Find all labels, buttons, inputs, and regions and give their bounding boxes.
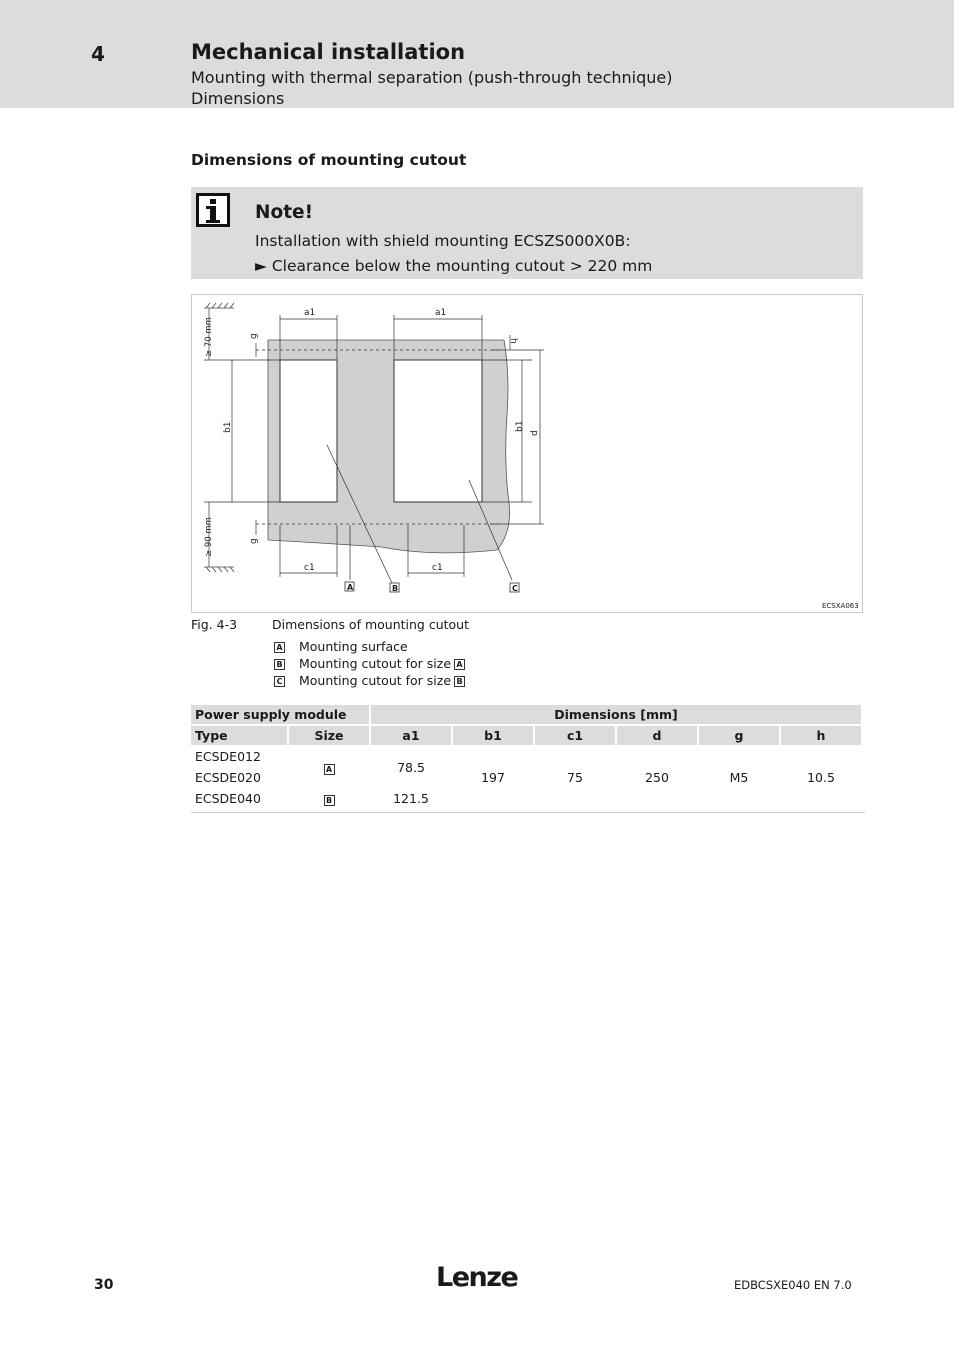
group-header-power-supply: Power supply module — [191, 705, 369, 724]
dim-label-a1: a1 — [304, 308, 316, 318]
info-icon — [196, 193, 230, 227]
figure-caption: Dimensions of mounting cutout — [272, 617, 469, 632]
cell-type: ECSDE020 — [195, 770, 261, 785]
dim-label-g: g — [249, 538, 259, 544]
dim-label-c1: c1 — [432, 563, 443, 573]
note-text: Installation with shield mounting ECSZS000X0B: — [255, 232, 631, 250]
cutout-size-b — [394, 360, 482, 502]
dim-label-a1: a1 — [435, 308, 447, 318]
col-header-type: Type — [191, 726, 287, 745]
note-box — [191, 187, 863, 279]
table-column-header — [191, 726, 861, 745]
document-code: EDBCSXE040 EN 7.0 — [734, 1278, 852, 1292]
chapter-subtitle-2: Dimensions — [191, 89, 285, 108]
cell-h: 10.5 — [807, 770, 835, 785]
dim-label-g: g — [249, 333, 259, 339]
dim-label-h: h — [508, 338, 518, 344]
legend-ref: B — [454, 676, 465, 687]
cell-type: ECSDE012 — [195, 749, 261, 764]
legend-marker: A — [274, 642, 285, 653]
figure-number: Fig. 4-3 — [191, 617, 238, 632]
size-marker: A — [324, 764, 335, 775]
cell-b1: 197 — [481, 770, 505, 785]
legend-marker: C — [274, 676, 285, 687]
marker-c: C — [512, 584, 518, 593]
chapter-title: Mechanical installation — [191, 40, 466, 64]
section-title: Dimensions of mounting cutout — [191, 151, 467, 169]
legend-text: Mounting surface — [299, 639, 408, 654]
note-text-bullet: ► Clearance below the mounting cutout > 220 mm — [255, 257, 653, 275]
cell-a1: 78.5 — [397, 759, 425, 775]
figure-drawing — [191, 294, 863, 613]
marker-a: A — [347, 583, 354, 592]
col-header-a1: a1 — [371, 726, 451, 745]
page-number: 30 — [94, 1277, 114, 1293]
table-group-header — [191, 705, 861, 724]
mounting-cutout-drawing — [192, 295, 864, 614]
legend-ref: A — [454, 659, 465, 670]
legend-marker: B — [274, 659, 285, 670]
legend-item — [274, 673, 465, 688]
lenze-logo: Lenze — [436, 1262, 518, 1293]
table-bottom-rule — [191, 812, 865, 813]
cell-type: ECSDE040 — [195, 791, 261, 806]
col-header-g: g — [699, 726, 779, 745]
dim-label-c1: c1 — [304, 563, 315, 573]
dim-label-top-clearance: ≥ 70 mm — [204, 317, 214, 357]
note-title: Note! — [255, 202, 314, 223]
legend-text: Mounting cutout for size — [299, 673, 452, 688]
cell-g: M5 — [729, 770, 749, 785]
col-header-h: h — [781, 726, 861, 745]
cell-c1: 75 — [567, 770, 583, 785]
cell-a1: 121.5 — [393, 791, 429, 806]
cell-size — [289, 789, 369, 808]
col-header-b1: b1 — [453, 726, 533, 745]
legend-item — [274, 656, 465, 671]
cell-d: 250 — [645, 770, 669, 785]
col-header-size: Size — [289, 726, 369, 745]
size-marker: B — [324, 795, 335, 806]
dim-label-d: d — [530, 430, 540, 436]
drawing-code: ECSXA063 — [822, 602, 859, 610]
cutout-size-a — [280, 360, 337, 502]
legend-text: Mounting cutout for size — [299, 656, 452, 671]
dimensions-table — [189, 703, 863, 810]
table-row — [191, 747, 861, 766]
dim-label-bottom-clearance: ≥ 90 mm — [204, 517, 214, 557]
cell-size — [289, 747, 369, 787]
legend-item — [274, 639, 408, 654]
header-band — [0, 0, 954, 108]
chapter-subtitle: Mounting with thermal separation (push-through technique) — [191, 68, 673, 87]
dim-label-b1: b1 — [223, 421, 233, 433]
col-header-c1: c1 — [535, 726, 615, 745]
dim-label-b1: b1 — [515, 420, 525, 432]
marker-b: B — [392, 584, 399, 593]
group-header-dimensions: Dimensions [mm] — [371, 705, 861, 724]
col-header-d: d — [617, 726, 697, 745]
chapter-number: 4 — [91, 42, 105, 66]
